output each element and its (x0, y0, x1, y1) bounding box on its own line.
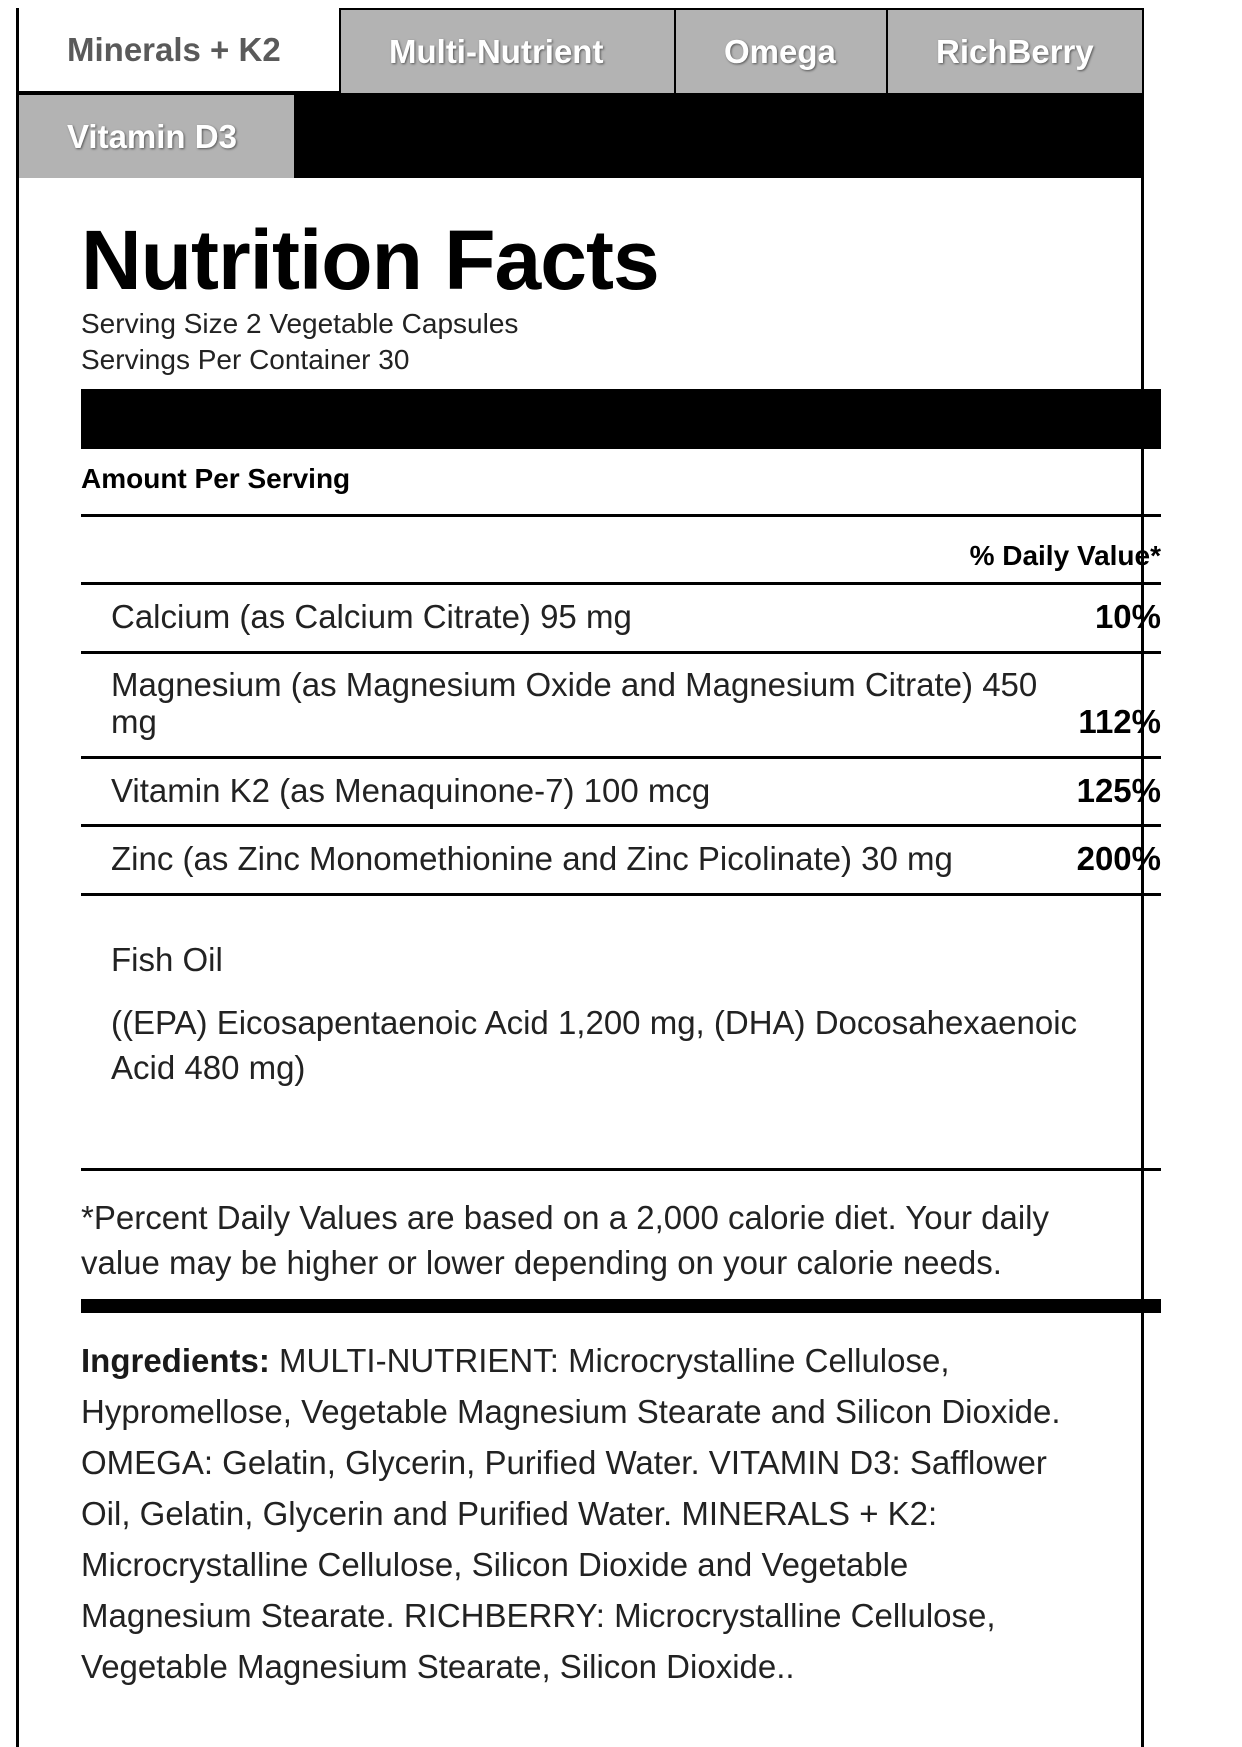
nutrient-daily-value: 112% (1078, 703, 1161, 740)
thick-divider (81, 1299, 1161, 1313)
tab-minerals-k2[interactable] (19, 8, 339, 91)
page-title: Nutrition Facts (81, 213, 659, 307)
footnote-line: *Percent Daily Values are based on a 2,000 calorie diet. Your daily (81, 1199, 1050, 1236)
fish-oil-detail (111, 1000, 1077, 1090)
ingredients-line (81, 1335, 1166, 1386)
daily-value-header: % Daily Value* (969, 540, 1161, 571)
tab-label: Vitamin D3 (67, 117, 237, 155)
fish-oil-title: Fish Oil (111, 941, 223, 978)
nutrient-name-line: Magnesium (as Magnesium Oxide and Magnesium Citrate) 450 (111, 666, 1038, 703)
tab-label: Minerals + K2 (67, 30, 281, 68)
divider (81, 651, 1161, 654)
ingredients-line: Vegetable Magnesium Stearate, Silicon Dioxide.. (81, 1648, 795, 1685)
nutrient-daily-value: 125% (1076, 772, 1161, 809)
divider (81, 1168, 1161, 1171)
ingredients-line: Hypromellose, Vegetable Magnesium Stearate and Silicon Dioxide. (81, 1393, 1061, 1430)
nutrient-name-line: mg (111, 703, 157, 740)
nutrient-name (111, 666, 1037, 740)
thick-divider (81, 389, 1161, 449)
nutrient-name: Calcium (as Calcium Citrate) 95 mg (111, 598, 632, 635)
amount-per-serving: Amount Per Serving (81, 463, 351, 494)
divider (81, 582, 1161, 585)
fish-oil-line: Acid 480 mg) (111, 1049, 306, 1086)
serving-size: Serving Size 2 Vegetable Capsules (81, 308, 519, 339)
daily-value-footnote (81, 1195, 1049, 1285)
nutrient-daily-value: 10% (1094, 598, 1161, 635)
tab-multi-nutrient[interactable] (341, 10, 674, 93)
nutrient-daily-value: 200% (1076, 840, 1161, 877)
ingredients-line: Oil, Gelatin, Glycerin and Purified Water. MINERALS + K2: (81, 1495, 938, 1532)
ingredients-line: Microcrystalline Cellulose, Silicon Dioxide and Vegetable (81, 1546, 909, 1583)
ingredients-line: Magnesium Stearate. RICHBERRY: Microcrystalline Cellulose, (81, 1597, 996, 1634)
tab-label: Multi-Nutrient (389, 32, 604, 70)
tab-label: RichBerry (936, 32, 1094, 70)
tab-label: Omega (724, 32, 836, 70)
divider (81, 824, 1161, 827)
ingredients (81, 1335, 1166, 1692)
tab-vitamin-d3[interactable] (19, 95, 294, 178)
ingredients-text: MULTI-NUTRIENT: Microcrystalline Cellulose, (269, 1342, 950, 1379)
divider (81, 893, 1161, 896)
ingredients-line: OMEGA: Gelatin, Glycerin, Purified Water. VITAMIN D3: Safflower (81, 1444, 1047, 1481)
ingredients-label: Ingredients: (81, 1342, 270, 1379)
servings-per-container: Servings Per Container 30 (81, 344, 410, 375)
fish-oil-line: ((EPA) Eicosapentaenoic Acid 1,200 mg, (DHA) Docosahexaenoic (111, 1004, 1078, 1041)
nutrient-name: Zinc (as Zinc Monomethionine and Zinc Picolinate) 30 mg (111, 840, 953, 877)
serving-info (81, 306, 518, 378)
divider (81, 514, 1161, 517)
nutrition-panel (16, 8, 1161, 1747)
nutrient-name: Vitamin K2 (as Menaquinone-7) 100 mcg (111, 772, 711, 809)
footnote-line: value may be higher or lower depending on your calorie needs. (81, 1244, 1002, 1281)
tab-richberry[interactable] (888, 10, 1142, 93)
divider (81, 756, 1161, 759)
tab-bar (19, 8, 1141, 178)
tab-omega[interactable] (676, 10, 886, 93)
